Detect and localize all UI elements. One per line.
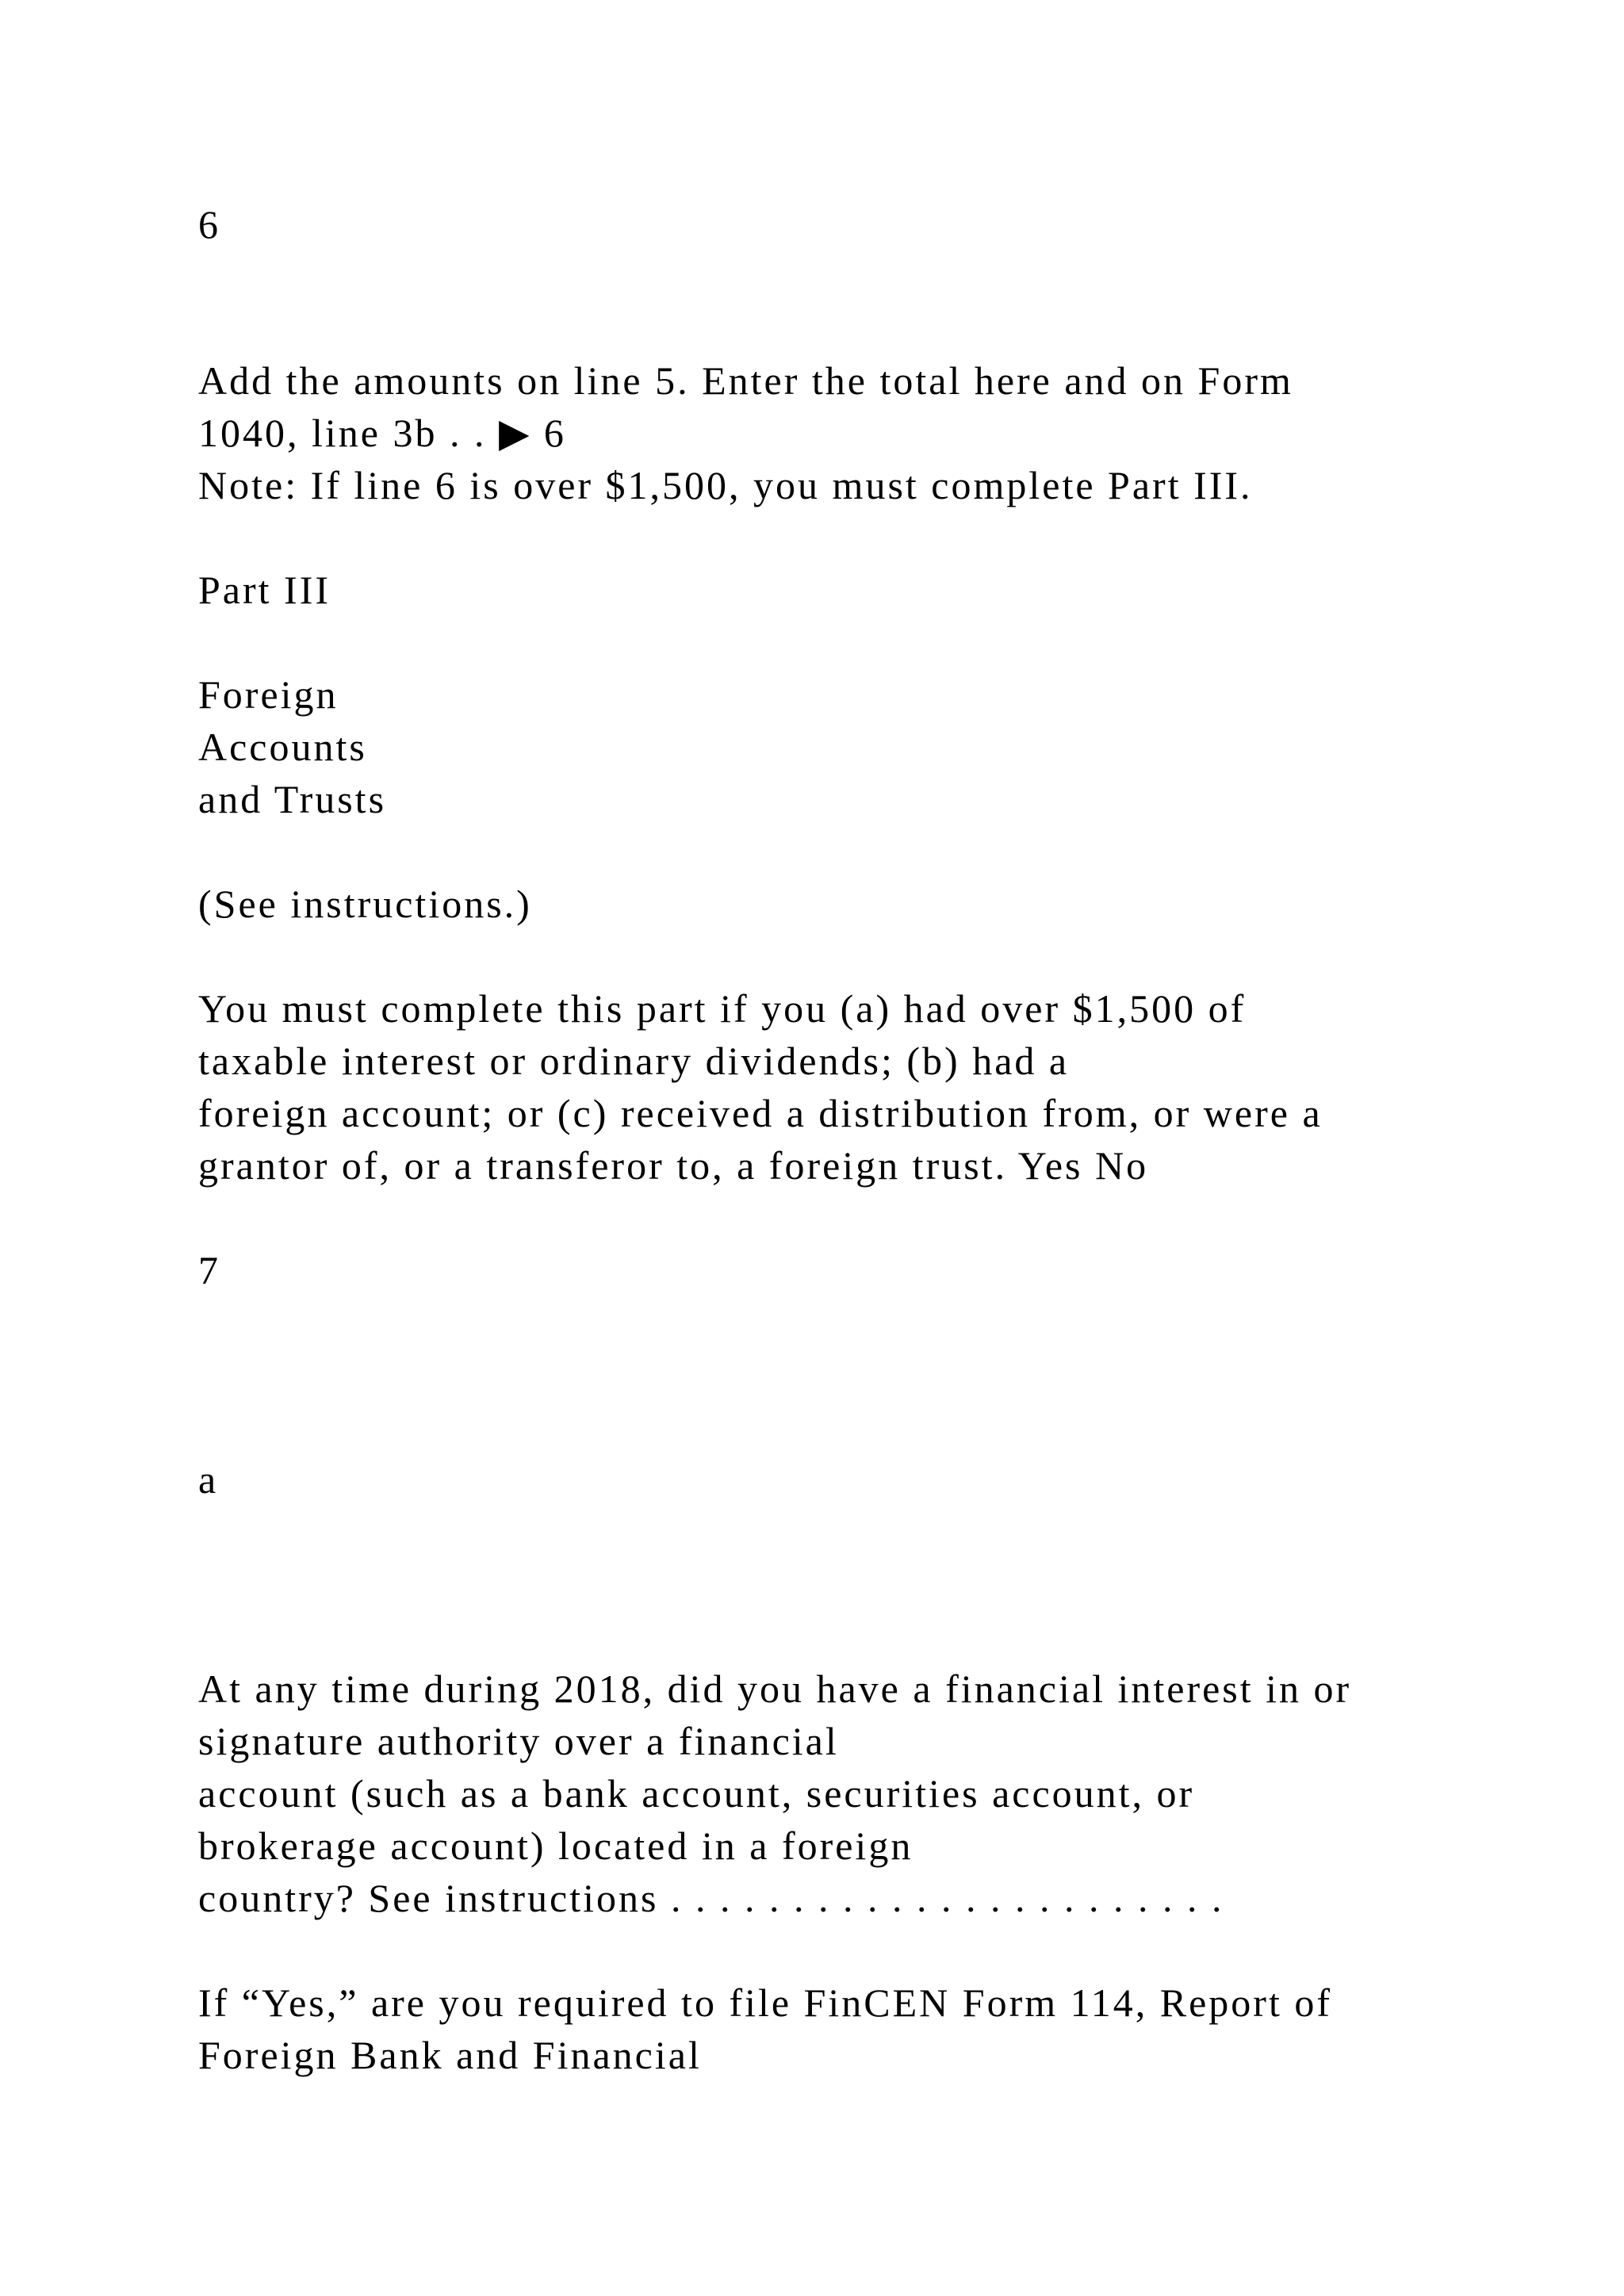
- text-line: brokerage account) located in a foreign: [198, 1823, 914, 1868]
- part-intro: [198, 982, 1467, 1192]
- text-line: 1040, line 3b . . ▶ 6: [198, 411, 566, 455]
- line-7-number: 7: [198, 1248, 220, 1292]
- see-instructions-note: (See instructions.): [198, 882, 532, 926]
- text-line: At any time during 2018, did you have a financial interest in or: [198, 1667, 1352, 1711]
- fincen-question: [198, 1976, 1467, 2081]
- text-line: and Trusts: [198, 777, 387, 821]
- text-line: Foreign: [198, 672, 339, 717]
- line-6-instructions: [198, 354, 1467, 511]
- line-6-number: 6: [198, 202, 220, 247]
- text-line: taxable interest or ordinary dividends; (b) had a: [198, 1039, 1070, 1083]
- line-7a-letter: a: [198, 1457, 219, 1502]
- line-7a-question: [198, 1663, 1467, 1924]
- text-line: signature authority over a financial: [198, 1719, 839, 1763]
- text-line: If “Yes,” are you required to file FinCEN Form 114, Report of: [198, 1980, 1332, 2025]
- part-label: Part III: [198, 568, 331, 612]
- text-line: country? See instructions . . . . . . . . . . . . . . . . . . . . . . .: [198, 1876, 1224, 1920]
- text-line: grantor of, or a transferor to, a foreign trust. Yes No: [198, 1143, 1149, 1188]
- text-line: Add the amounts on line 5. Enter the total here and on Form: [198, 358, 1293, 403]
- text-line: foreign account; or (c) received a distribution from, or were a: [198, 1091, 1323, 1135]
- text-line: Foreign Bank and Financial: [198, 2033, 702, 2077]
- part-title: [198, 668, 1467, 825]
- text-line: You must complete this part if you (a) had over $1,500 of: [198, 986, 1247, 1031]
- text-line: Accounts: [198, 725, 367, 769]
- text-line: Note: If line 6 is over $1,500, you must complete Part III.: [198, 463, 1253, 507]
- text-line: account (such as a bank account, securities account, or: [198, 1771, 1195, 1816]
